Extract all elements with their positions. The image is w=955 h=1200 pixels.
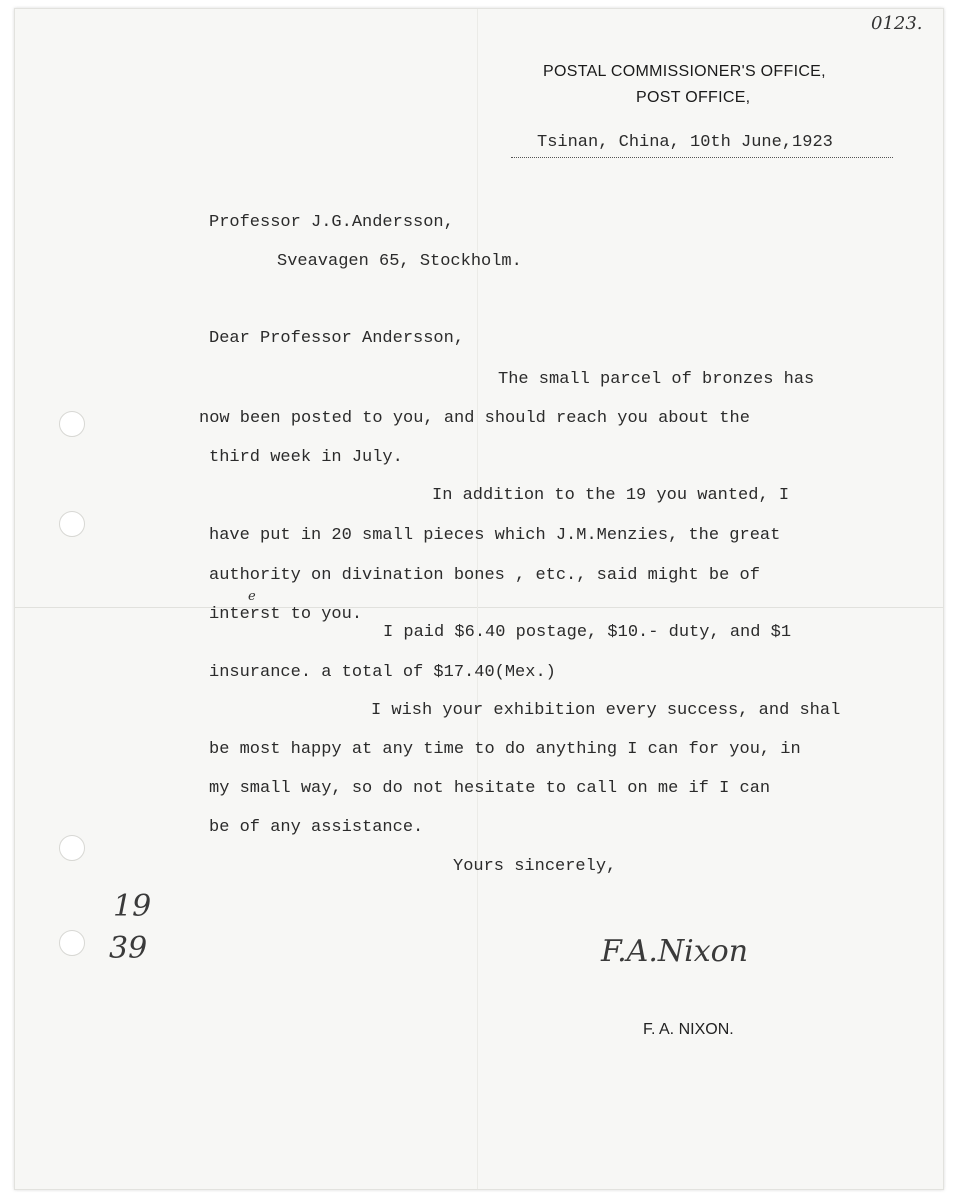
signatory-name: F. A. NIXON. — [643, 1021, 734, 1038]
body-line: In addition to the 19 you wanted, I — [432, 486, 790, 505]
closing: Yours sincerely, — [453, 857, 617, 876]
body-line: I paid $6.40 postage, $10.- duty, and $1 — [383, 623, 792, 642]
body-line: insurance. a total of $17.40(Mex.) — [209, 663, 556, 682]
fold-line-vertical — [477, 9, 478, 1189]
dateline-rule — [511, 157, 893, 158]
body-line: my small way, so do not hesitate to call on me if I can — [209, 779, 771, 798]
punch-hole — [59, 930, 85, 956]
correction-mark: e — [248, 589, 256, 604]
margin-note-bottom: 39 — [109, 931, 148, 966]
body-line: interst to you. — [209, 605, 363, 624]
body-line: third week in July. — [209, 448, 403, 467]
letterhead-line-2: POST OFFICE, — [636, 89, 751, 106]
addressee-address: Sveavagen 65, Stockholm. — [277, 252, 522, 271]
dateline: Tsinan, China, 10th June,1923 — [537, 133, 833, 152]
body-line: authority on divination bones , etc., said might be of — [209, 566, 760, 585]
page-number: 0123. — [871, 13, 923, 34]
body-line: The small parcel of bronzes has — [498, 370, 815, 389]
salutation: Dear Professor Andersson, — [209, 329, 465, 348]
body-line: now been posted to you, and should reach you about the — [199, 409, 750, 428]
body-line: be of any assistance. — [209, 818, 424, 837]
body-line: I wish your exhibition every success, and shal — [371, 701, 841, 720]
addressee-name: Professor J.G.Andersson, — [209, 213, 454, 232]
signature: F.A.Nixon — [601, 934, 749, 969]
punch-hole — [59, 411, 85, 437]
punch-hole — [59, 511, 85, 537]
letterhead-line-1: POSTAL COMMISSIONER'S OFFICE, — [543, 63, 826, 80]
margin-note-top: 19 — [113, 889, 152, 924]
body-line: be most happy at any time to do anything I can for you, in — [209, 740, 801, 759]
body-line: have put in 20 small pieces which J.M.Menzies, the great — [209, 526, 781, 545]
punch-hole — [59, 835, 85, 861]
letter-page — [14, 8, 944, 1190]
fold-line — [15, 607, 943, 608]
